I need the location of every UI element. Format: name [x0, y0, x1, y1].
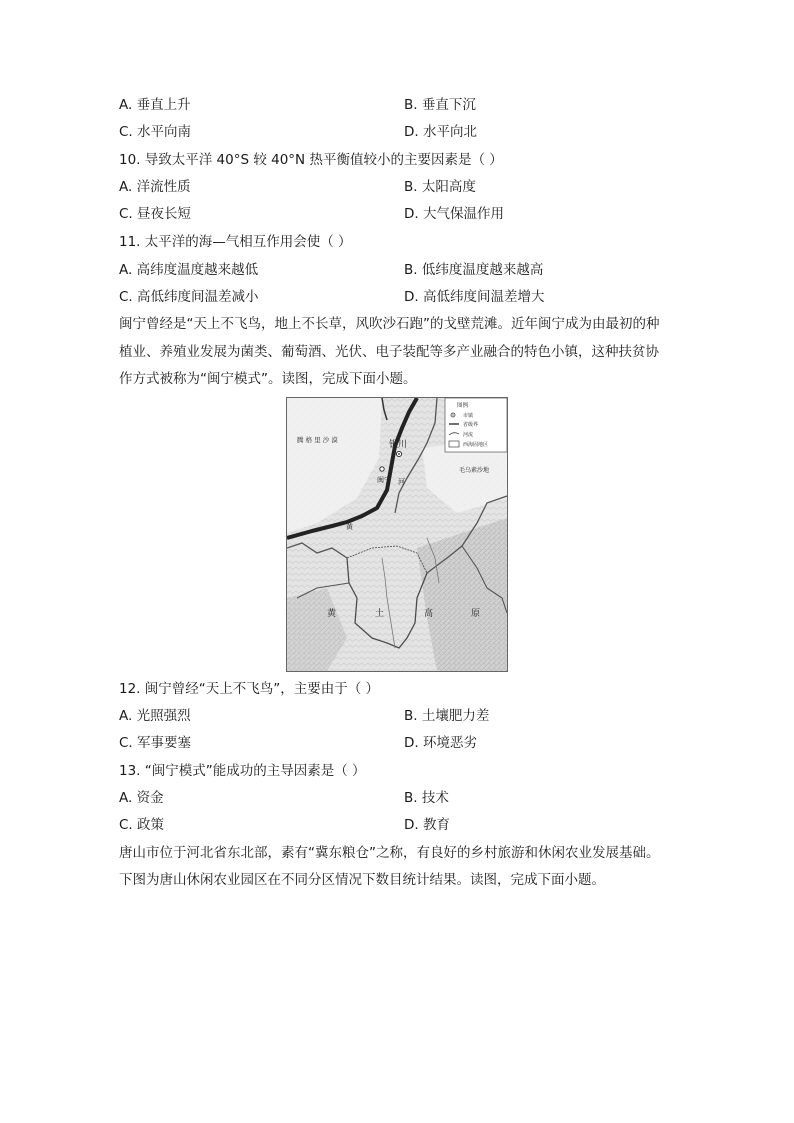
q13-option-c: C. 政策 [119, 817, 165, 833]
map-canvas [287, 398, 507, 671]
q9-option-d: D. 水平向北 [404, 124, 477, 140]
passage2-line1: 唐山市位于河北省东北部，素有“冀东粮仓”之称，有良好的乡村旅游和休闲农业发展基础。 [119, 845, 660, 861]
q13-option-a: A. 资金 [119, 790, 164, 806]
q12-option-d: D. 环境恶劣 [404, 735, 477, 751]
q9-option-a: A. 垂直上升 [119, 97, 191, 113]
q12-option-c: C. 军事要塞 [119, 735, 192, 751]
q13-stem: 13. “闽宁模式”能成功的主导因素是（ ） [119, 763, 366, 779]
q10-option-c: C. 昼夜长短 [119, 206, 192, 222]
label-river-he: 河 [398, 478, 405, 486]
legend-border: 省级界 [463, 422, 479, 428]
label-river-huang: 黄 [346, 523, 353, 531]
label-plateau-2: 土 [375, 609, 385, 619]
label-plateau-3: 高 [424, 609, 434, 619]
label-tengger: 腾 格 里 沙 漠 [297, 436, 338, 444]
q10-option-a: A. 洋流性质 [119, 179, 191, 195]
passage1-line2: 植业、养殖业发展为菌类、葡萄酒、光伏、电子装配等多产业融合的特色小镇，这种扶贫协 [119, 344, 659, 360]
q13-option-d: D. 教育 [404, 817, 450, 833]
q9-option-c: C. 水平向南 [119, 124, 192, 140]
q10-stem: 10. 导致太平洋 40°S 较 40°N 热平衡值较小的主要因素是（ ） [119, 152, 503, 168]
label-muus: 毛乌素沙地 [459, 467, 490, 474]
legend-region: 西海固地区 [463, 442, 489, 448]
q9-option-b: B. 垂直下沉 [404, 97, 476, 113]
legend-river: 河流 [463, 432, 474, 438]
q11-option-b: B. 低纬度温度越来越高 [404, 262, 544, 278]
map-legend [445, 398, 507, 452]
q13-option-b: B. 技术 [404, 790, 449, 806]
q11-option-c: C. 高低纬度间温差减小 [119, 289, 259, 305]
minning-marker [380, 467, 384, 471]
label-minning: 闽宁 [377, 476, 391, 484]
passage1-line3: 作方式被称为“闽宁模式”。读图，完成下面小题。 [119, 371, 417, 387]
q12-option-b: B. 土壤肥力差 [404, 708, 490, 724]
legend-title: 图例 [457, 403, 469, 409]
label-plateau-4: 原 [471, 609, 481, 619]
q11-option-a: A. 高纬度温度越来越低 [119, 262, 259, 278]
passage2-line2: 下图为唐山休闲农业园区在不同分区情况下数目统计结果。读图，完成下面小题。 [119, 872, 605, 888]
q11-stem: 11. 太平洋的海—气相互作用会使（ ） [119, 234, 352, 250]
legend-region-icon [449, 441, 459, 447]
q10-option-b: B. 太阳高度 [404, 179, 476, 195]
ningxia-map [286, 397, 508, 672]
q12-option-a: A. 光照强烈 [119, 708, 191, 724]
q10-option-d: D. 大气保温作用 [404, 206, 504, 222]
legend-city: 市镇 [463, 413, 474, 419]
q12-stem: 12. 闽宁曾经“天上不飞鸟”，主要由于（ ） [119, 681, 380, 697]
q11-option-d: D. 高低纬度间温差增大 [404, 289, 545, 305]
label-plateau-1: 黄 [327, 609, 337, 619]
passage1-line1: 闽宁曾经是“天上不飞鸟，地上不长草，风吹沙石跑”的戈壁荒滩。近年闽宁成为由最初的种 [119, 316, 660, 332]
yinchuan-marker-dot [398, 453, 400, 455]
label-yinchuan: 银川 [389, 440, 408, 450]
